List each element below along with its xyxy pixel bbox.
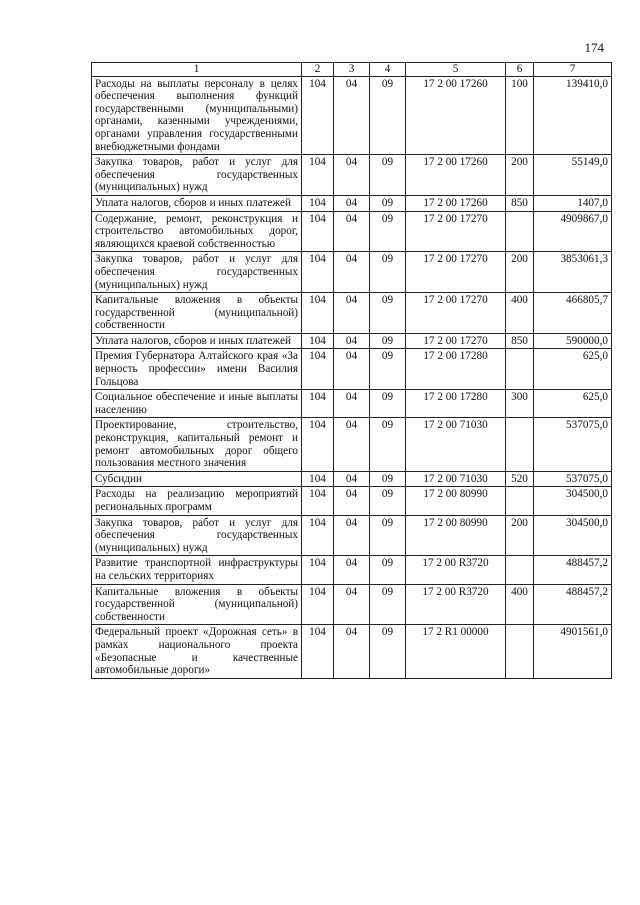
header-col-6: 6 [506, 63, 534, 77]
row-amount: 139410,0 [534, 76, 612, 155]
table-row [92, 390, 612, 418]
header-col-5: 5 [406, 63, 506, 77]
row-subsection-code: 09 [370, 584, 406, 625]
row-section-code: 04 [334, 293, 370, 334]
page-number: 174 [584, 40, 604, 55]
row-description: Капитальные вложения в объекты государственной (муниципальной) собственности [92, 293, 302, 334]
row-target-article: 17 2 00 80990 [406, 487, 506, 515]
row-expense-type: 100 [506, 76, 534, 155]
row-expense-type [506, 487, 534, 515]
row-section-code: 04 [334, 487, 370, 515]
table-row [92, 155, 612, 196]
row-ministry-code: 104 [302, 556, 334, 584]
row-expense-type [506, 625, 534, 678]
row-section-code: 04 [334, 349, 370, 390]
table-row [92, 471, 612, 487]
row-target-article: 17 2 00 17270 [406, 252, 506, 293]
row-ministry-code: 104 [302, 471, 334, 487]
row-ministry-code: 104 [302, 252, 334, 293]
row-description: Расходы на выплаты персоналу в целях обеспечения выполнения функций государственными (муниципальными) органами, казенными учреждениями, органами управления государственными внебюджетными фондами [92, 76, 302, 155]
table-row [92, 515, 612, 556]
row-section-code: 04 [334, 195, 370, 211]
row-ministry-code: 104 [302, 418, 334, 471]
budget-table [91, 62, 612, 679]
row-amount: 304500,0 [534, 487, 612, 515]
header-col-7: 7 [534, 63, 612, 77]
table-row [92, 625, 612, 678]
row-amount: 625,0 [534, 349, 612, 390]
row-subsection-code: 09 [370, 390, 406, 418]
row-expense-type: 200 [506, 155, 534, 196]
header-col-4: 4 [370, 63, 406, 77]
row-expense-type: 850 [506, 195, 534, 211]
row-expense-type [506, 211, 534, 252]
row-description: Субсидии [92, 471, 302, 487]
row-description: Закупка товаров, работ и услуг для обеспечения государственных (муниципальных) нужд [92, 252, 302, 293]
table-row [92, 76, 612, 155]
row-amount: 488457,2 [534, 584, 612, 625]
row-amount: 4909867,0 [534, 211, 612, 252]
row-ministry-code: 104 [302, 625, 334, 678]
row-subsection-code: 09 [370, 76, 406, 155]
row-ministry-code: 104 [302, 487, 334, 515]
row-expense-type: 400 [506, 584, 534, 625]
row-amount: 466805,7 [534, 293, 612, 334]
row-target-article: 17 2 00 71030 [406, 418, 506, 471]
row-subsection-code: 09 [370, 418, 406, 471]
row-target-article: 17 2 00 17280 [406, 390, 506, 418]
row-description: Уплата налогов, сборов и иных платежей [92, 195, 302, 211]
row-target-article: 17 2 00 80990 [406, 515, 506, 556]
row-description: Проектирование, строительство, реконструкция, капитальный ремонт и ремонт автомобильных дорог общего пользования местного значения [92, 418, 302, 471]
row-expense-type: 200 [506, 252, 534, 293]
row-target-article: 17 2 00 17280 [406, 349, 506, 390]
table-header-row [92, 63, 612, 77]
row-description: Развитие транспортной инфраструктуры на сельских территориях [92, 556, 302, 584]
row-target-article: 17 2 00 71030 [406, 471, 506, 487]
row-description: Закупка товаров, работ и услуг для обеспечения государственных (муниципальных) нужд [92, 515, 302, 556]
row-expense-type: 300 [506, 390, 534, 418]
row-ministry-code: 104 [302, 293, 334, 334]
row-section-code: 04 [334, 333, 370, 349]
row-subsection-code: 09 [370, 155, 406, 196]
row-subsection-code: 09 [370, 293, 406, 334]
row-target-article: 17 2 00 R3720 [406, 584, 506, 625]
row-section-code: 04 [334, 252, 370, 293]
row-subsection-code: 09 [370, 333, 406, 349]
table-row [92, 487, 612, 515]
row-ministry-code: 104 [302, 349, 334, 390]
row-subsection-code: 09 [370, 252, 406, 293]
row-subsection-code: 09 [370, 556, 406, 584]
row-ministry-code: 104 [302, 211, 334, 252]
row-subsection-code: 09 [370, 471, 406, 487]
row-amount: 488457,2 [534, 556, 612, 584]
row-section-code: 04 [334, 155, 370, 196]
header-col-2: 2 [302, 63, 334, 77]
row-expense-type [506, 556, 534, 584]
row-amount: 590000,0 [534, 333, 612, 349]
row-description: Социальное обеспечение и иные выплаты населению [92, 390, 302, 418]
row-target-article: 17 2 00 17260 [406, 155, 506, 196]
row-description: Уплата налогов, сборов и иных платежей [92, 333, 302, 349]
row-amount: 537075,0 [534, 471, 612, 487]
row-expense-type: 400 [506, 293, 534, 334]
row-description: Закупка товаров, работ и услуг для обеспечения государственных (муниципальных) нужд [92, 155, 302, 196]
row-expense-type: 200 [506, 515, 534, 556]
row-section-code: 04 [334, 584, 370, 625]
row-section-code: 04 [334, 471, 370, 487]
table-row [92, 195, 612, 211]
row-subsection-code: 09 [370, 349, 406, 390]
row-section-code: 04 [334, 76, 370, 155]
row-section-code: 04 [334, 556, 370, 584]
row-description: Премия Губернатора Алтайского края «За верность профессии» имени Василия Гольцова [92, 349, 302, 390]
header-col-1: 1 [92, 63, 302, 77]
row-ministry-code: 104 [302, 584, 334, 625]
row-target-article: 17 2 00 17270 [406, 211, 506, 252]
row-section-code: 04 [334, 390, 370, 418]
row-section-code: 04 [334, 418, 370, 471]
row-description: Содержание, ремонт, реконструкция и строительство автомобильных дорог, являющихся краевой собственностью [92, 211, 302, 252]
row-target-article: 17 2 00 R3720 [406, 556, 506, 584]
row-amount: 3853061,3 [534, 252, 612, 293]
row-subsection-code: 09 [370, 211, 406, 252]
row-description: Расходы на реализацию мероприятий региональных программ [92, 487, 302, 515]
row-ministry-code: 104 [302, 76, 334, 155]
table-row [92, 556, 612, 584]
table-row [92, 349, 612, 390]
header-col-3: 3 [334, 63, 370, 77]
row-amount: 1407,0 [534, 195, 612, 211]
row-target-article: 17 2 00 17270 [406, 293, 506, 334]
row-amount: 537075,0 [534, 418, 612, 471]
row-ministry-code: 104 [302, 390, 334, 418]
row-section-code: 04 [334, 211, 370, 252]
row-subsection-code: 09 [370, 515, 406, 556]
row-amount: 4901561,0 [534, 625, 612, 678]
row-section-code: 04 [334, 625, 370, 678]
row-subsection-code: 09 [370, 487, 406, 515]
table-row [92, 211, 612, 252]
table-row [92, 333, 612, 349]
row-amount: 625,0 [534, 390, 612, 418]
row-subsection-code: 09 [370, 625, 406, 678]
table-row [92, 252, 612, 293]
row-ministry-code: 104 [302, 333, 334, 349]
row-expense-type: 520 [506, 471, 534, 487]
row-ministry-code: 104 [302, 155, 334, 196]
row-expense-type: 850 [506, 333, 534, 349]
row-description: Капитальные вложения в объекты государственной (муниципальной) собственности [92, 584, 302, 625]
row-section-code: 04 [334, 515, 370, 556]
row-target-article: 17 2 00 17260 [406, 195, 506, 211]
table-row [92, 418, 612, 471]
row-target-article: 17 2 00 17260 [406, 76, 506, 155]
row-subsection-code: 09 [370, 195, 406, 211]
row-amount: 55149,0 [534, 155, 612, 196]
row-expense-type [506, 349, 534, 390]
row-amount: 304500,0 [534, 515, 612, 556]
row-target-article: 17 2 00 17270 [406, 333, 506, 349]
row-expense-type [506, 418, 534, 471]
table-row [92, 584, 612, 625]
table-row [92, 293, 612, 334]
row-ministry-code: 104 [302, 515, 334, 556]
row-description: Федеральный проект «Дорожная сеть» в рамках национального проекта «Безопасные и качественные автомобильные дороги» [92, 625, 302, 678]
row-target-article: 17 2 R1 00000 [406, 625, 506, 678]
row-ministry-code: 104 [302, 195, 334, 211]
